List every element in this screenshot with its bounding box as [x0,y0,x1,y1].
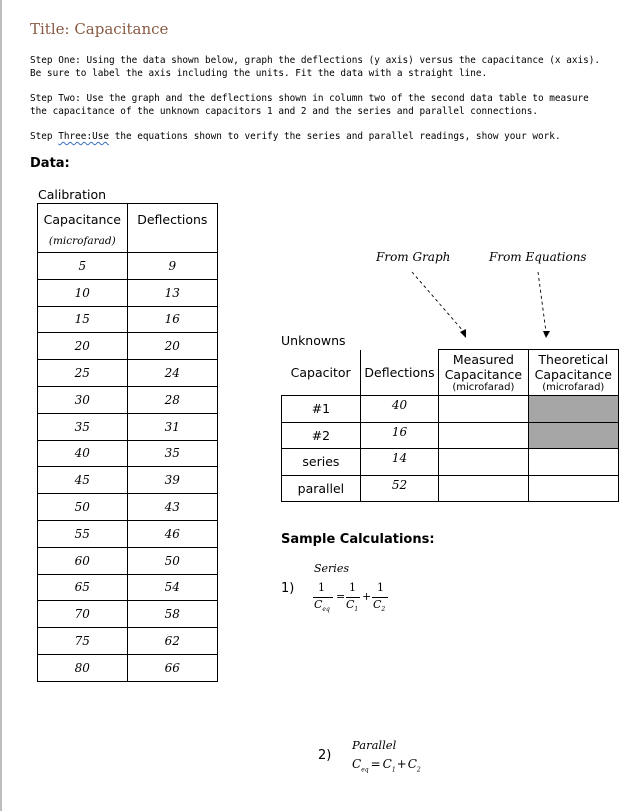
unknowns-table [281,349,619,502]
deflection-value: 28 [127,386,217,413]
parallel-ceq-symbol: C [352,757,362,771]
unknown-deflection-value: 40 [360,396,438,423]
measured-header-line2: Capacitance [444,367,523,382]
from-graph-arrow-line [412,272,464,332]
unknown-deflection-value: 16 [360,422,438,449]
series-lhs-denominator [314,598,330,613]
series-c1-subscript: 1 [354,606,359,614]
deflection-value: 39 [127,467,217,494]
calibration-row [38,654,218,681]
theoretical-header-unit: (microfarad) [542,382,605,393]
calibration-row [38,440,218,467]
unknowns-row [282,449,619,476]
step-three-rest: the equations shown to verify the series and parallel readings, show your work. [109,131,561,142]
calibration-header-row [38,204,218,253]
from-equations-annotation: From Equations [489,250,587,264]
calibration-row [38,547,218,574]
deflection-value: 62 [127,628,217,655]
theoretical-capacitance-cell[interactable] [528,449,618,476]
series-label: Series [314,562,349,575]
capacitor-name: #1 [282,396,361,423]
theoretical-header-line1: Theoretical [538,352,609,367]
deflection-value: 13 [127,279,217,306]
sample-calculations-heading: Sample Calculations: [281,532,435,547]
deflection-value: 50 [127,547,217,574]
data-heading: Data: [30,156,70,171]
capacitance-value: 40 [38,440,128,467]
capacitance-value: 10 [38,279,128,306]
capacitance-unit: (microfarad) [48,235,116,247]
deflections-header: Deflections [137,212,208,227]
unknowns-row [282,396,619,423]
calibration-row [38,306,218,333]
deflection-value: 31 [127,413,217,440]
capacitance-value: 20 [38,333,128,360]
theoretical-capacitance-cell [528,422,618,449]
parallel-equation [352,757,421,773]
measured-capacitance-header [439,350,528,396]
calibration-caption: Calibration [38,187,107,202]
parallel-plus: + [396,757,407,771]
from-equations-arrow-line [538,272,546,332]
series-plus: + [362,590,372,603]
unknown-deflections-header: Deflections [360,350,438,396]
deflection-value: 9 [127,253,217,280]
measured-capacitance-cell[interactable] [439,475,528,502]
unknown-deflection-value: 52 [360,475,438,502]
unknown-deflection-value: 14 [360,449,438,476]
capacitance-header-cell [38,204,128,253]
calibration-row [38,520,218,547]
capacitance-value: 5 [38,253,128,280]
series-ceq-subscript: eq [322,606,330,614]
series-term2-denominator [373,598,385,613]
series-lhs-numerator: 1 [318,581,325,594]
series-c2-subscript: 2 [381,606,386,614]
capacitance-value: 65 [38,574,128,601]
capacitance-value: 75 [38,628,128,655]
calibration-row [38,279,218,306]
step-three-text [30,130,605,143]
calibration-row [38,494,218,521]
deflection-value: 35 [127,440,217,467]
capacitance-value: 70 [38,601,128,628]
series-term1-numerator: 1 [349,581,356,594]
parallel-c2-subscript: 2 [416,766,421,774]
page-left-border [0,0,2,811]
parallel-c1-symbol: C [382,757,392,771]
capacitance-value: 45 [38,467,128,494]
deflection-value: 46 [127,520,217,547]
capacitance-value: 80 [38,654,128,681]
page-title: Title: Capacitance [30,20,169,38]
measured-header-unit: (microfarad) [452,382,515,393]
parallel-c2-symbol: C [407,757,417,771]
capacitance-value: 30 [38,386,128,413]
series-equals: = [336,590,346,603]
measured-capacitance-cell[interactable] [439,396,528,423]
deflection-value: 43 [127,494,217,521]
series-term1-denominator [346,598,358,613]
capacitance-value: 15 [38,306,128,333]
calibration-row [38,413,218,440]
annotation-arrows [400,268,560,340]
measured-capacitance-cell[interactable] [439,422,528,449]
equation-1-number: 1) [281,581,295,596]
deflections-header-cell [127,204,217,253]
deflection-value: 24 [127,360,217,387]
deflection-value: 54 [127,574,217,601]
step-three-prefix: Step [30,131,59,142]
deflection-value: 66 [127,654,217,681]
from-graph-annotation: From Graph [376,250,451,264]
series-ceq-symbol: C [314,598,323,611]
from-equations-arrow-head [543,331,550,338]
parallel-ceq-subscript: eq [361,766,369,774]
measured-header-line1: Measured [452,352,514,367]
capacitor-name: series [282,449,361,476]
theoretical-capacitance-cell[interactable] [528,475,618,502]
capacitance-value: 35 [38,413,128,440]
step-one-text: Step One: Using the data shown below, graph the deflections (y axis) versus the capacitance (x axis). Be sure to label the axis including the units. Fit the data with a straight line. [30,55,601,79]
step-two-text: Step Two: Use the graph and the deflections shown in column two of the second data table to measure the capacitance of the unknown capacitors 1 and 2 and the series and parallel connections. [30,93,589,117]
theoretical-capacitance-cell [528,396,618,423]
calibration-row [38,333,218,360]
capacitor-name: parallel [282,475,361,502]
series-term2-numerator: 1 [377,581,384,594]
from-graph-arrow-head [460,329,466,338]
series-c2-symbol: C [373,598,382,611]
unknowns-header-row [282,350,619,396]
unknowns-body [282,396,619,502]
parallel-label: Parallel [352,738,397,752]
capacitance-value: 60 [38,547,128,574]
capacitance-value: 25 [38,360,128,387]
unknowns-row [282,475,619,502]
deflection-value: 16 [127,306,217,333]
unknowns-caption: Unknowns [281,333,346,348]
deflection-value: 20 [127,333,217,360]
calibration-row [38,467,218,494]
unknowns-row [282,422,619,449]
calibration-row [38,386,218,413]
calibration-body [38,253,218,682]
calibration-table [37,203,218,682]
capacitance-header: Capacitance [43,212,121,227]
calibration-row [38,360,218,387]
calibration-row [38,253,218,280]
calibration-row [38,574,218,601]
capacitance-value: 55 [38,520,128,547]
calibration-row [38,601,218,628]
deflection-value: 58 [127,601,217,628]
measured-capacitance-cell[interactable] [439,449,528,476]
parallel-c1-subscript: 1 [391,766,396,774]
theoretical-header-line2: Capacitance [534,367,612,382]
parallel-equals: = [370,757,381,771]
capacitor-header: Capacitor [282,350,361,396]
step-three-underlined: Three:Use [58,131,110,142]
capacitance-value: 50 [38,494,128,521]
equation-2-number: 2) [318,748,332,763]
calibration-row [38,628,218,655]
capacitor-name: #2 [282,422,361,449]
series-c1-symbol: C [346,598,355,611]
theoretical-capacitance-header [528,350,618,396]
